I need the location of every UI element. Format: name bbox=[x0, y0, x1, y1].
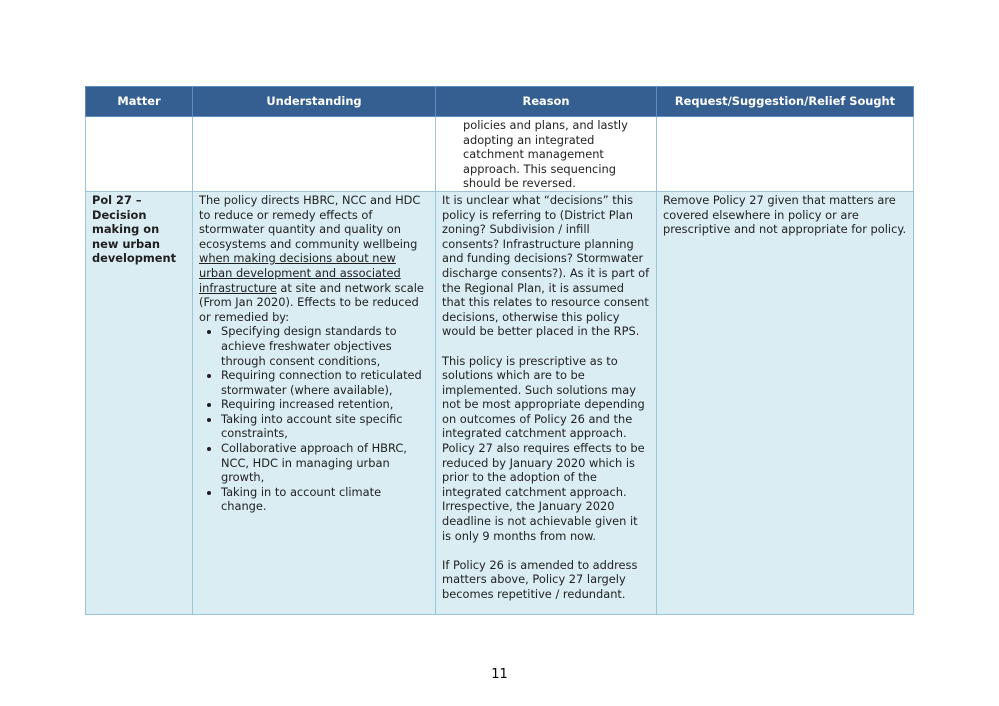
cell-reason bbox=[436, 191, 657, 614]
cell-request bbox=[657, 191, 914, 614]
header-understanding: Understanding bbox=[193, 87, 436, 117]
cell-understanding bbox=[193, 191, 436, 614]
table-row-continuation bbox=[86, 117, 914, 192]
reason-continuation-text: policies and plans, and lastly adopting an integrated catchment management approach. This sequencing should be reversed. bbox=[463, 118, 628, 191]
reason-paragraph-1: It is unclear what “decisions” this policy is referring to (District Plan zoning? Subdivision / infill consents? Infrastructure planning and funding decisions? Stormwater discharge consents?). As it is part of the Regional Plan, it is assumed that this relates to resource consent decisions, otherwise this policy would be better placed in the RPS. bbox=[442, 192, 650, 339]
effects-list bbox=[199, 324, 429, 514]
header-request: Request/Suggestion/Relief Sought bbox=[657, 87, 914, 117]
list-item: • Requiring increased retention, bbox=[221, 397, 429, 412]
matter-title: Pol 27 – Decision making on new urban development bbox=[92, 192, 177, 266]
list-item: • Taking into account site specific constraints, bbox=[221, 412, 429, 441]
list-item: • Collaborative approach of HBRC, NCC, HDC in managing urban growth, bbox=[221, 441, 429, 485]
list-item: • Taking in to account climate change. bbox=[221, 485, 429, 514]
understanding-intro bbox=[199, 193, 429, 324]
list-item: • Specifying design standards to achieve freshwater objectives through consent conditions, bbox=[221, 324, 429, 368]
cell-reason-continuation bbox=[436, 117, 657, 192]
list-item: • Requiring connection to reticulated stormwater (where available), bbox=[221, 368, 429, 397]
header-reason: Reason bbox=[436, 87, 657, 117]
page-number: 11 bbox=[491, 667, 508, 682]
table-header-row bbox=[86, 87, 914, 117]
understanding-intro-underlined: when making decisions about new urban development and associated infrastructure bbox=[199, 251, 401, 295]
reason-paragraph-2: This policy is prescriptive as to solutions which are to be implemented. Such solutions may not be most appropriate depending on outcomes of Policy 26 and the integrated catchment approach. Policy 27 also requires effects to be reduced by January 2020 which is prior to the adoption of the integrated catchment approach. Irrespective, the January 2020 deadline is not achievable given it is only 9 months from now. bbox=[442, 353, 645, 543]
header-matter: Matter bbox=[86, 87, 193, 117]
cell-understanding-empty bbox=[193, 117, 436, 192]
cell-matter-empty bbox=[86, 117, 193, 192]
reason-paragraph-3: If Policy 26 is amended to address matters above, Policy 27 largely becomes repetitive / redundant. bbox=[442, 557, 638, 601]
cell-request-empty bbox=[657, 117, 914, 192]
understanding-intro-after: at site and network scale (From Jan 2020). Effects to be reduced or remedied by: bbox=[199, 280, 424, 324]
submission-table bbox=[85, 86, 914, 615]
request-text: Remove Policy 27 given that matters are covered elsewhere in policy or are prescriptive and not appropriate for policy. bbox=[663, 192, 907, 237]
understanding-intro-before: The policy directs HBRC, NCC and HDC to reduce or remedy effects of stormwater quantity and quality on ecosystems and community wellbeing bbox=[199, 192, 421, 251]
table-row-policy-27 bbox=[86, 191, 914, 614]
cell-matter bbox=[86, 191, 193, 614]
